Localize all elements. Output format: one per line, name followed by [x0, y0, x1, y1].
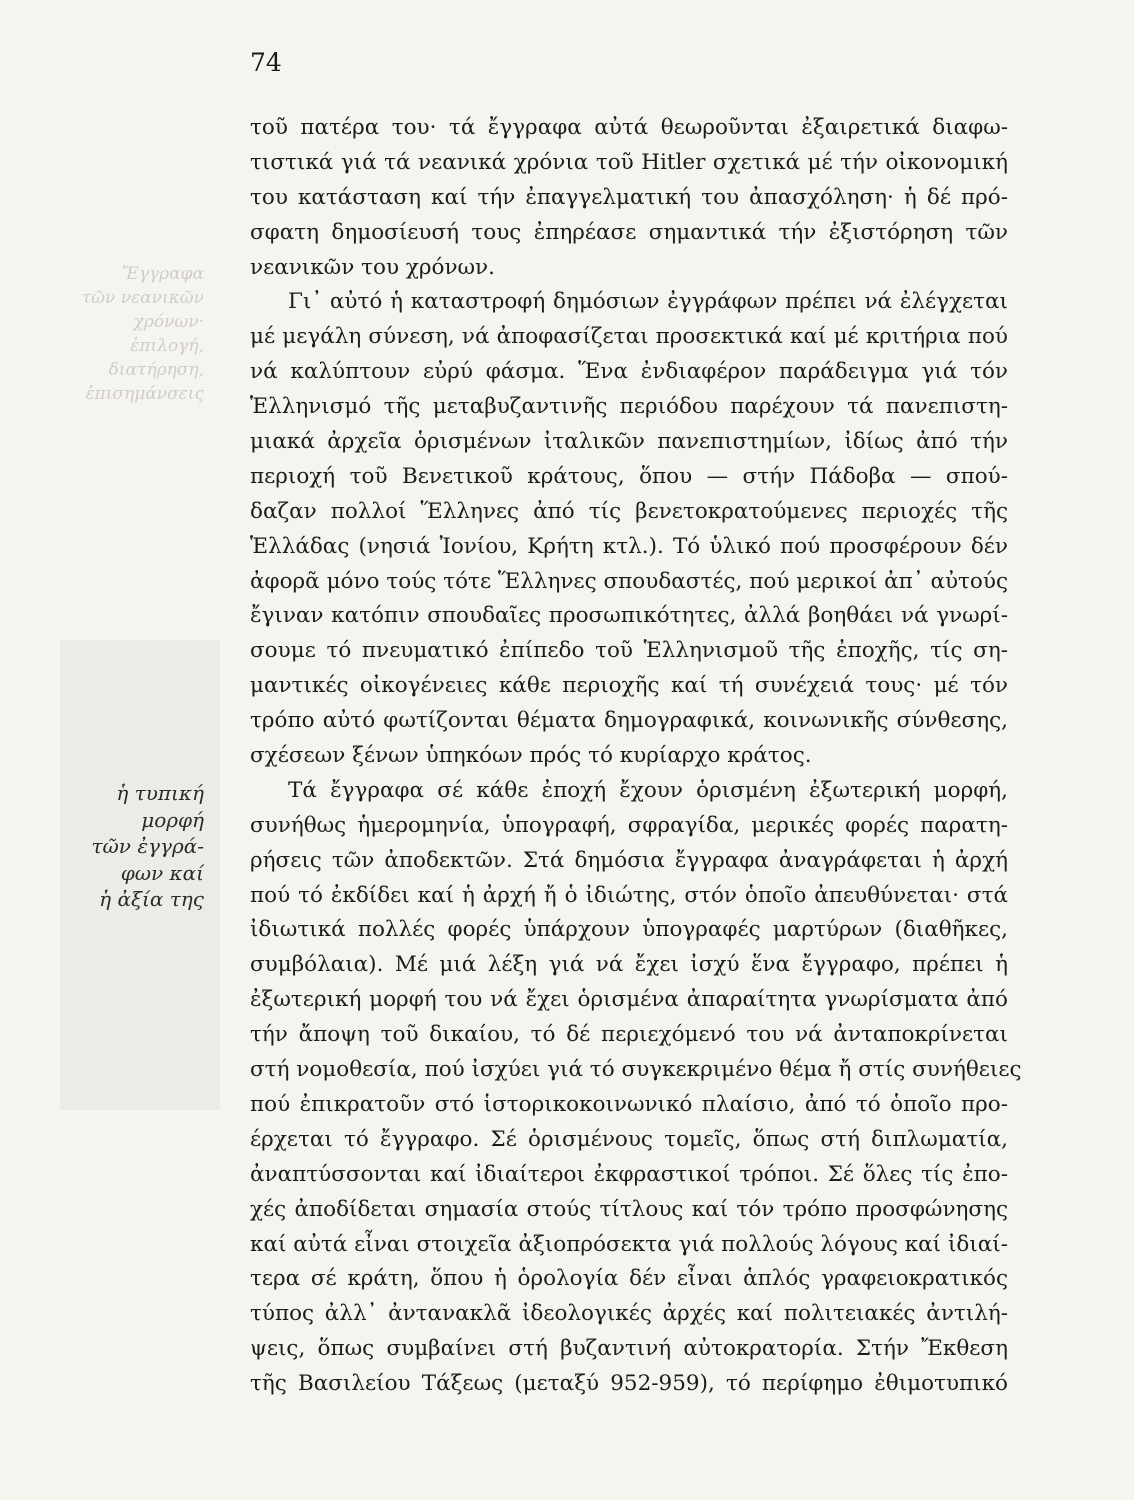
text-line: συνήθως ἡμερομηνία, ὑπογραφή, σφραγίδα, μερικές φορές παρατη- — [250, 812, 1008, 838]
page-number: 74 — [250, 48, 282, 77]
text-line: τῆς Βασιλείου Τάξεως (μεταξύ 952-959), τό περίφημο ἐθιμοτυπικό — [250, 1371, 1008, 1397]
faint-note-line: Ἔγγραφα — [121, 264, 204, 284]
text-line: τρόπο αὐτό φωτίζονται θέματα δημογραφικά, κοινωνικῆς σύνθεσης, — [250, 708, 1008, 734]
text-line: χές ἀποδίδεται σημασία στούς τίτλους καί τόν τρόπο προσφώνησης — [250, 1196, 1008, 1222]
text-line: ἀφορᾶ μόνο τούς τότε Ἕλληνες σπουδαστές, πού μερικοί ἀπ᾽ αὐτούς — [250, 568, 1008, 594]
text-line: μιακά ἀρχεῖα ὁρισμένων ἰταλικῶν πανεπιστημίων, ἰδίως ἀπό τήν — [250, 429, 1008, 455]
text-line: Ἑλλάδας (νησιά Ἰονίου, Κρήτη κτλ.). Τό ὑλικό πού προσφέρουν δέν — [250, 533, 1008, 559]
text-line: ἰδιωτικά πολλές φορές ὑπάρχουν ὑπογραφές μαρτύρων (διαθῆκες, — [250, 917, 1008, 943]
paragraph-start-line: Γι᾽ αὐτό ἡ καταστροφή δημόσιων ἐγγράφων πρέπει νά ἐλέγχεται — [288, 289, 1008, 315]
text-line: σχέσεων ξένων ὑπηκόων πρός τό κυρίαρχο κράτος. — [250, 743, 812, 769]
margin-note-line: μορφή — [141, 807, 204, 832]
text-line: μέ μεγάλη σύνεση, νά ἀποφασίζεται προσεκτικά καί μέ κριτήρια πού — [250, 324, 1008, 350]
margin-note-line: ἡ ἀξία της — [99, 887, 204, 911]
text-line: σφατη δημοσίευσή τους ἐπηρέασε σημαντικά τήν ἐξιστόρηση τῶν — [250, 219, 1008, 245]
text-line: τερα σέ κράτη, ὅπου ἡ ὁρολογία δέν εἶναι ἁπλός γραφειοκρατικός — [250, 1266, 1008, 1292]
text-line: νεανικῶν του χρόνων. — [250, 254, 495, 280]
text-line: ρήσεις τῶν ἀποδεκτῶν. Στά δημόσια ἔγγραφα ἀναγράφεται ἡ ἀρχή — [250, 847, 1008, 873]
text-line: δαζαν πολλοί Ἕλληνες ἀπό τίς βενετοκρατούμενες περιοχές τῆς — [250, 498, 1008, 524]
text-line: ἐξωτερική μορφή του νά ἔχει ὁρισμένα ἀπαραίτητα γνωρίσματα ἀπό — [250, 987, 1008, 1013]
faint-note-line: διατήρηση, — [108, 360, 204, 380]
text-line: τιστικά γιά τά νεανικά χρόνια τοῦ Hitler σχετικά μέ τήν οἰκονομική — [250, 149, 1008, 175]
faint-note-line: ἐπιλογή, — [130, 336, 204, 356]
text-line: συμβόλαια). Μέ μιά λέξη γιά νά ἔχει ἰσχύ ἕνα ἔγγραφο, πρέπει ἡ — [250, 952, 1008, 978]
faint-margin-note — [64, 262, 204, 406]
text-line: του κατάσταση καί τήν ἐπαγγελματική του ἀπασχόληση· ἡ δέ πρό- — [250, 184, 1008, 210]
text-line: Ἑλληνισμό τῆς μεταβυζαντινῆς περιόδου παρέχουν τά πανεπιστη- — [250, 394, 1008, 420]
text-line: τοῦ πατέρα του· τά ἔγγραφα αὐτά θεωροῦνται ἐξαιρετικά διαφω- — [250, 115, 1008, 140]
text-line: ψεις, ὅπως συμβαίνει στή βυζαντινή αὐτοκρατορία. Στήν Ἔκθεση — [250, 1336, 1008, 1362]
body-text — [250, 111, 1022, 1402]
text-line: έρχεται τό ἔγγραφο. Σέ ὁρισμένους τομεῖς, ὅπως στή διπλωματία, — [250, 1126, 1008, 1152]
faint-note-line: ἐπισημάνσεις — [85, 384, 204, 404]
text-line: ἔγιναν κατόπιν σπουδαῖες προσωπικότητες, ἀλλά βοηθάει νά γνωρί- — [250, 603, 1008, 629]
text-line: πού ἐπικρατοῦν στό ἱστορικοκοινωνικό πλαίσιο, ἀπό τό ὁποῖο προ- — [250, 1091, 1008, 1117]
text-line: νά καλύπτουν εὐρύ φάσμα. Ἕνα ἐνδιαφέρον παράδειγμα γιά τόν — [250, 359, 1008, 385]
text-line: τύπος ἀλλ᾽ ἀντανακλᾶ ἰδεολογικές ἀρχές καί πολιτειακές ἀντιλή- — [250, 1301, 1008, 1327]
faint-note-line: τῶν νεανικῶν — [81, 288, 204, 308]
margin-note-line: ἡ τυπική — [116, 781, 204, 805]
text-line: τήν ἄποψη τοῦ δικαίου, τό δέ περιεχόμενό του νά ἀνταποκρίνεται — [250, 1022, 1008, 1048]
margin-note-line: τῶν ἐγγρά- — [91, 834, 204, 858]
text-line: σουμε τό πνευματικό ἐπίπεδο τοῦ Ἑλληνισμοῦ τῆς ἐποχῆς, τίς ση- — [250, 638, 1008, 664]
paragraph-start-line: Τά ἔγγραφα σέ κάθε ἐποχή ἔχουν ὁρισμένη ἐξωτερική μορφή, — [288, 777, 1008, 803]
text-line: καί αὐτά εἶναι στοιχεῖα ἀξιοπρόσεκτα γιά πολλούς λόγους καί ἰδιαί- — [250, 1231, 1008, 1257]
text-line: μαντικές οἰκογένειες κάθε περιοχῆς καί τή συνέχειά τους· μέ τόν — [250, 673, 1008, 699]
margin-note — [64, 780, 204, 913]
text-line: ἀναπτύσσονται καί ἰδιαίτεροι ἐκφραστικοί τρόποι. Σέ ὅλες τίς ἐπο- — [250, 1161, 1008, 1187]
margin-note-line: φων καί — [120, 860, 204, 885]
text-line: περιοχή τοῦ Βενετικοῦ κράτους, ὅπου — στήν Πάδοβα — σπού- — [250, 463, 1008, 489]
text-line: πού τό ἐκδίδει καί ἡ ἀρχή ἤ ὁ ἰδιώτης, στόν ὁποῖο ἀπευθύνεται· στά — [250, 882, 1008, 908]
faint-note-line: χρόνων· — [133, 312, 204, 332]
text-line: στή νομοθεσία, πού ἰσχύει γιά τό συγκεκριμένο θέμα ἤ στίς συνήθειες — [250, 1057, 1022, 1083]
